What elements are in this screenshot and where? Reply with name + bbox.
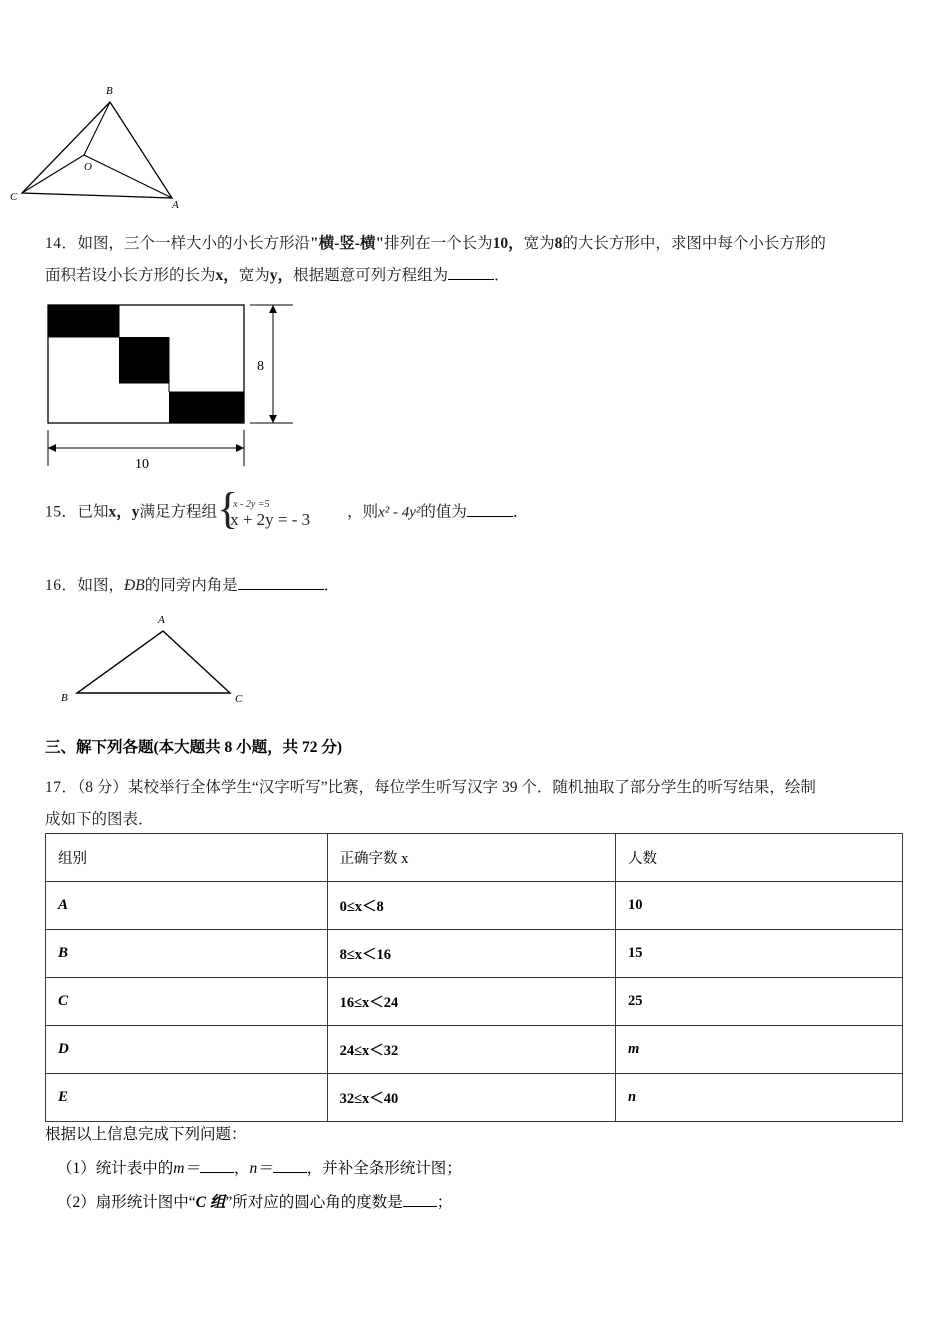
bottom-item-1 [45, 1152, 905, 1186]
figure-13-label-O: O [84, 161, 92, 173]
q16-text-b: 的同旁内角是 [144, 577, 238, 594]
q14-text-k: y， [269, 267, 294, 284]
question-16-number: 16． [45, 577, 78, 594]
q15-text-e: 的值为 [420, 503, 467, 521]
bottom-lead: 根据以上信息完成下列问题： [45, 1126, 247, 1143]
table-cell-range: 16≤x＜24 [327, 978, 615, 1026]
question-17-line-1 [45, 772, 905, 804]
table-cell-range: 0≤x＜8 [327, 882, 615, 930]
figure-14-height-label: 8 [257, 359, 264, 374]
statistics-table [45, 833, 903, 1122]
bottom-item-2-blank[interactable] [403, 1191, 437, 1207]
table-header-group: 组别 [46, 834, 328, 882]
q17-text-1: 某校举行全体学生“汉字听写”比赛，每位学生听写汉字 39 个．随机抽取了部分学生的听写结果，绘制 [127, 779, 816, 796]
figure-16-svg [55, 605, 295, 715]
q15-text-f: ． [512, 503, 529, 521]
q15-text-c: 满足方程组 [139, 503, 218, 521]
q16-answer-blank[interactable] [238, 574, 324, 590]
bottom-item-2-group: C 组 [195, 1194, 226, 1211]
q15-equation-system [217, 484, 347, 539]
q16-text-c: ． [323, 577, 340, 594]
figure-13-label-B: B [106, 85, 113, 97]
table-cell-count: 10 [616, 882, 903, 930]
q15-text-d: ，则 [347, 503, 379, 521]
section-3-heading: 三、解下列各题(本大题共 8 小题，共 72 分) [45, 739, 343, 756]
q14-text-m: ． [494, 267, 510, 284]
q15-answer-blank[interactable] [467, 501, 513, 517]
question-17-number: 17． [45, 779, 78, 796]
table-cell-count: 15 [616, 930, 903, 978]
table-cell-count: n [616, 1074, 903, 1122]
table-cell-count: m [616, 1026, 903, 1074]
bottom-item-2-text-a: （2）扇形统计图中“ [57, 1194, 196, 1211]
q14-text-a: 如图，三个一样大小的小长方形沿 [77, 235, 311, 252]
table-header-row [46, 834, 903, 882]
bottom-item-1-text-a: （1）统计表中的 [57, 1160, 174, 1177]
q15-text-a: 已知 [77, 503, 109, 521]
bottom-questions [45, 1118, 905, 1220]
table-cell-count: 25 [616, 978, 903, 1026]
bottom-item-1-blank-n[interactable] [273, 1157, 307, 1173]
question-14-number: 14． [45, 235, 78, 252]
q14-text-c: 排列在一个长为 [384, 235, 493, 252]
q15-brace: { [217, 484, 239, 533]
question-15 [45, 484, 905, 539]
table-cell-group: B [46, 930, 328, 978]
question-17-line-2 [45, 804, 905, 836]
question-15-number: 15． [45, 503, 78, 521]
q14-text-d: 10， [492, 235, 524, 252]
table-cell-group: C [46, 978, 328, 1026]
table-cell-range: 8≤x＜16 [327, 930, 615, 978]
q14-text-g: 的大长方形中，求图中每个小长方形的 [562, 235, 826, 252]
table-row [46, 930, 903, 978]
figure-16-label-A: A [158, 614, 165, 626]
table-row [46, 882, 903, 930]
bottom-item-2 [45, 1186, 905, 1220]
figure-13-label-A: A [172, 199, 179, 210]
question-14-line-1 [45, 228, 905, 260]
q15-equation-2: x + 2y = - 3 [230, 510, 311, 529]
table-row [46, 1026, 903, 1074]
q15-text-b: x，y [108, 503, 140, 521]
table-cell-group: E [46, 1074, 328, 1122]
q17-text-2: 成如下的图表． [45, 811, 154, 828]
bottom-item-1-text-b: ， [233, 1160, 250, 1177]
question-16 [45, 570, 905, 602]
bottom-item-1-n: n＝ [249, 1160, 273, 1177]
question-17 [45, 772, 905, 836]
figure-16-triangle [55, 605, 295, 715]
figure-16-label-B: B [61, 692, 68, 704]
bottom-item-1-text-c: ，并补全条形统计图； [306, 1160, 462, 1177]
table-header-count: 人数 [616, 834, 903, 882]
q14-text-f: 8 [554, 235, 563, 252]
figure-13-label-C: C [10, 191, 18, 203]
figure-13-svg [10, 80, 240, 210]
figure-13-triangle [10, 80, 240, 210]
q16-angle-symbol: ÐB [124, 577, 145, 594]
bottom-item-2-text-b: ”所对应的圆心角的度数是 [225, 1194, 403, 1211]
question-14 [45, 228, 905, 292]
figure-16-label-C: C [235, 693, 243, 705]
q14-text-j: 宽为 [238, 267, 270, 284]
q14-text-i: x， [215, 267, 239, 284]
q17-score: （8 分） [77, 779, 128, 796]
table-row [46, 1074, 903, 1122]
q14-text-b: "横-竖-横" [310, 235, 385, 252]
table-cell-group: D [46, 1026, 328, 1074]
q15-equation-1: x - 2y =5 [233, 499, 270, 510]
table-cell-group: A [46, 882, 328, 930]
bottom-item-2-text-c: ； [436, 1194, 453, 1211]
table-header-range: 正确字数 x [327, 834, 615, 882]
question-14-line-2 [45, 260, 905, 292]
figure-14-svg [45, 300, 345, 475]
figure-14-rectangles [45, 300, 345, 475]
q14-answer-blank[interactable] [448, 264, 494, 280]
q14-text-h: 面积若设小长方形的长为 [45, 267, 216, 284]
q14-text-e: 宽为 [523, 235, 555, 252]
table-cell-range: 24≤x＜32 [327, 1026, 615, 1074]
table-row [46, 978, 903, 1026]
bottom-item-1-m: m＝ [173, 1160, 200, 1177]
q15-expression: x² - 4y² [378, 504, 421, 521]
figure-14-width-label: 10 [135, 457, 149, 472]
bottom-item-1-blank-m[interactable] [200, 1157, 234, 1173]
q16-text-a: 如图， [77, 577, 125, 594]
table-cell-range: 32≤x＜40 [327, 1074, 615, 1122]
q14-text-l: 根据题意可列方程组为 [293, 267, 449, 284]
